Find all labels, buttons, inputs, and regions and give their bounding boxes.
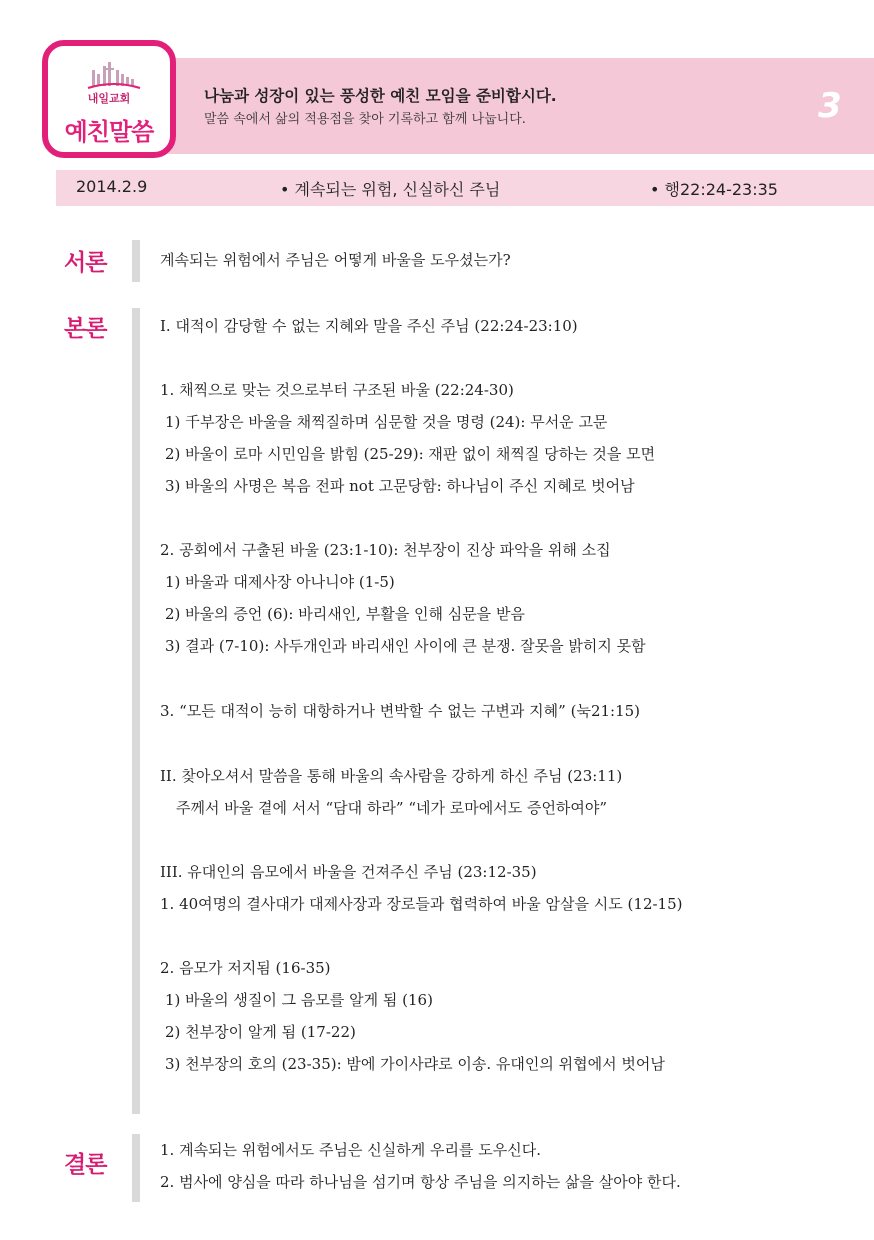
intro-text: 계속되는 위험에서 주님은 어떻게 바울을 도우셨는가?	[160, 251, 511, 269]
sermon-date: 2014.2.9	[76, 177, 148, 196]
outline-line: 2) 천부장이 알게 됨 (17-22)	[165, 1023, 356, 1041]
header-subline: 말씀 속에서 삶의 적용점을 찾아 기록하고 함께 나눕니다.	[204, 112, 526, 127]
logo-title: 예친말씀	[64, 118, 154, 146]
outline-line: 1) 千부장은 바울을 채찍질하며 심문할 것을 명령 (24): 무서운 고문	[165, 413, 608, 431]
header-band	[56, 58, 874, 154]
body-bar	[132, 308, 140, 1114]
conclusion-line: 2. 범사에 양심을 따라 하나님을 섬기며 항상 주님을 의지하는 삶을 살아야 한다.	[160, 1173, 681, 1191]
logo-box	[42, 40, 176, 158]
outline-line: III. 유대인의 음모에서 바울을 건져주신 주님 (23:12-35)	[160, 863, 537, 881]
outline-line: 1. 채찍으로 맞는 것으로부터 구조된 바울 (22:24-30)	[160, 381, 514, 399]
section-label-intro: 서론	[64, 250, 107, 276]
logo-church-name: 내일교회	[87, 92, 131, 105]
outline-line: 1) 바울과 대제사장 아나니야 (1-5)	[165, 573, 395, 591]
outline-line: 1. 40여명의 결사대가 대제사장과 장로들과 협력하여 바울 암살을 시도 (12-15)	[160, 895, 683, 913]
header-headline: 나눔과 성장이 있는 풍성한 예친 모임을 준비합시다.	[204, 87, 557, 105]
conclusion-line: 1. 계속되는 위험에서도 주님은 신실하게 우리를 도우신다.	[160, 1141, 541, 1159]
outline-line: 3) 결과 (7-10): 사두개인과 바리새인 사이에 큰 분쟁. 잘못을 밝히지 못함	[165, 637, 646, 655]
section-label-body: 본론	[64, 316, 107, 342]
outline-line: I. 대적이 감당할 수 없는 지혜와 말을 주신 주님 (22:24-23:10)	[160, 317, 578, 335]
outline-line: 3. “모든 대적이 능히 대항하거나 변박할 수 없는 구변과 지혜” (눅21:15)	[160, 702, 641, 720]
sermon-title: • 계속되는 위험, 신실하신 주님	[280, 180, 501, 199]
church-logo-icon	[86, 58, 142, 94]
section-label-conclusion: 결론	[64, 1152, 107, 1178]
outline-line: 2) 바울의 증언 (6): 바리새인, 부활을 인해 심문을 받음	[165, 605, 525, 623]
intro-bar	[132, 240, 140, 282]
outline-line: 2) 바울이 로마 시민임을 밝힘 (25-29): 재판 없이 채찍질 당하는 것을 모면	[165, 445, 656, 463]
outline-line: 2. 음모가 저지됨 (16-35)	[160, 959, 331, 977]
scripture-reference: • 행22:24-23:35	[650, 180, 778, 199]
page-number: 3	[818, 86, 842, 126]
outline-line: 3) 바울의 사명은 복음 전파 not 고문당함: 하나님이 주신 지혜로 벗어남	[165, 477, 635, 495]
conclusion-bar	[132, 1134, 140, 1202]
outline-line: 3) 천부장의 호의 (23-35): 밤에 가이사랴로 이송. 유대인의 위협에서 벗어남	[165, 1055, 665, 1073]
outline-line: 주께서 바울 곁에 서서 “담대 하라” “네가 로마에서도 증언하여야”	[176, 799, 608, 817]
outline-line: II. 찾아오셔서 말씀을 통해 바울의 속사람을 강하게 하신 주님 (23:11)	[160, 767, 623, 785]
outline-line: 2. 공회에서 구출된 바울 (23:1-10): 천부장이 진상 파악을 위해 소집	[160, 541, 611, 559]
outline-line: 1) 바울의 생질이 그 음모를 알게 됨 (16)	[165, 991, 433, 1009]
